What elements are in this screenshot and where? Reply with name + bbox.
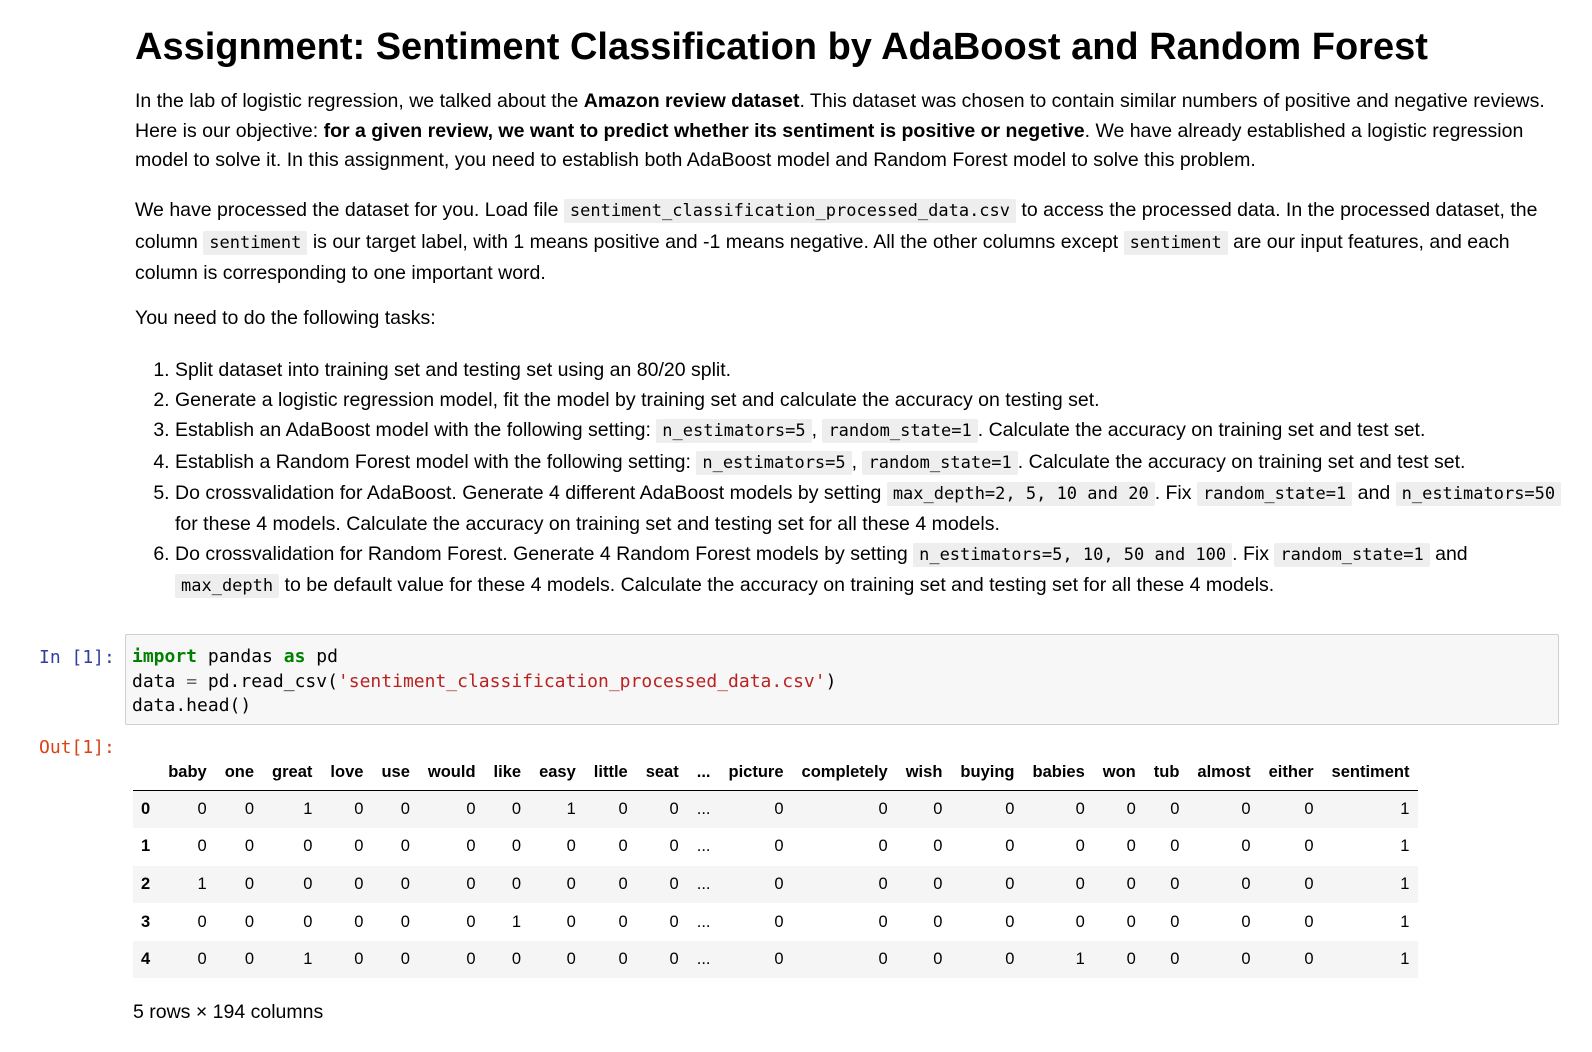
table-cell: 0 [244,874,255,893]
table-cell: 0 [303,837,313,856]
table-cell: 0 [566,837,576,856]
table-cell: 0 [1170,800,1180,819]
column-header: picture [728,763,784,781]
table-cell: ... [696,800,711,819]
table-cell: 1 [566,800,576,819]
table-cell: 0 [511,800,522,819]
bold-text: Amazon review dataset [583,90,800,112]
column-header: either [1268,763,1314,781]
inline-code: max_depth=2, 5, 10 and 20 [887,482,1155,506]
table-cell: 0 [400,874,410,893]
text: . We have already established a logistic regression model to solve it. In this assignment, you need to establish both AdaBoost model and Random Forest model to solve this problem. [135,119,1524,171]
row-index: 3 [141,912,151,931]
column-header: baby [168,763,207,781]
table-cell: 0 [1241,912,1251,931]
table-cell: 0 [1005,800,1015,819]
table-cell: 0 [354,912,364,931]
table-row [133,828,1418,866]
dataframe-shape: 5 rows × 194 columns [133,1001,324,1023]
table-cell: 0 [1304,874,1314,893]
table-cell: 0 [511,950,522,969]
table-cell: 0 [669,874,679,893]
column-header: great [272,763,313,781]
table-cell: 0 [466,837,476,856]
table-cell: 0 [933,912,943,931]
table-cell: 0 [618,950,628,969]
column-header: almost [1197,763,1251,781]
table-cell: 0 [1241,800,1251,819]
inline-code: n_estimators=50 [1396,482,1562,506]
table-cell: 0 [1005,874,1015,893]
table-cell: 0 [1126,837,1136,856]
table-cell: 1 [1400,912,1410,931]
text: Establish a Random Forest model with the following setting: [175,450,697,473]
table-cell: 0 [669,912,679,931]
table-row [133,903,1418,941]
text: , [851,450,863,473]
column-header: completely [801,763,888,781]
table-row [133,866,1418,904]
table-cell: 0 [1170,912,1180,931]
table-cell: 1 [303,800,313,819]
table-cell: 0 [933,837,943,856]
code-text: pd [305,646,338,667]
task-item [175,539,1565,601]
text: and [1352,481,1396,504]
table-cell: 0 [466,912,476,931]
text: , [811,419,823,442]
code-keyword: as [283,646,306,667]
table-cell: 0 [1005,912,1015,931]
text: is our target label, with 1 means positive and -1 means negative. All the other columns except [307,230,1124,253]
table-cell: 0 [197,800,207,819]
text: to access the processed data. In the processed dataset, the column [135,199,1538,253]
table-cell: 1 [197,874,207,893]
table-cell: 0 [197,837,207,856]
table-cell: ... [696,837,711,856]
table-cell: 0 [774,800,784,819]
column-header: one [224,763,255,781]
inline-code: sentiment_classification_processed_data.csv [564,199,1016,223]
dataframe-table [133,755,1418,978]
inline-code: n_estimators=5, 10, 50 and 100 [913,543,1232,567]
column-header: little [593,763,628,781]
table-cell: 0 [933,950,943,969]
inline-code: max_depth [175,574,279,598]
dataset-paragraph [135,195,1555,289]
table-cell: 0 [244,950,255,969]
code-operator: = [186,670,198,692]
inline-code: sentiment [203,231,307,255]
table-cell: 0 [400,950,410,969]
table-cell: 0 [1126,950,1136,969]
task-item: 2. Generate a logistic regression model, fit the model by training set and calculate the accuracy on testing set. [175,385,1565,415]
table-row [133,791,1418,829]
text: and [1429,543,1468,566]
column-header: easy [539,763,576,781]
table-cell: ... [696,874,711,893]
table-cell: 0 [303,874,313,893]
column-header: love [330,763,364,781]
column-header: sentiment [1331,763,1410,781]
table-cell: ... [696,912,711,931]
table-header-row [133,755,1418,791]
task-list [135,355,1565,602]
table-cell: 0 [1075,912,1085,931]
table-cell: 0 [1126,912,1136,931]
inline-code: n_estimators=5 [656,419,811,443]
task-item [175,415,1565,446]
table-cell: 0 [566,950,576,969]
table-cell: 0 [933,874,943,893]
row-index: 1 [141,837,151,856]
table-cell: ... [696,950,711,969]
table-cell: 1 [1075,950,1085,969]
column-header: tub [1153,763,1180,781]
column-header: babies [1032,763,1085,781]
table-cell: 1 [1400,950,1410,969]
table-cell: 0 [1126,800,1136,819]
table-cell: 0 [878,837,888,856]
table-cell: 0 [566,912,576,931]
table-cell: 0 [774,950,784,969]
table-body [133,791,1418,979]
table-cell: 0 [244,800,255,819]
inline-code: n_estimators=5 [696,451,851,475]
task-item: 1. Split dataset into training set and testing set using an 80/20 split. [175,355,1565,385]
table-cell: 0 [618,800,628,819]
table-cell: 0 [878,800,888,819]
task-item [175,447,1565,478]
text: . Fix [1154,481,1197,504]
table-cell: 0 [354,837,364,856]
table-cell: 0 [1075,800,1085,819]
column-header: use [381,763,410,781]
table-row [133,941,1418,979]
column-header: like [493,763,522,781]
inline-code: random_state=1 [822,419,977,443]
table-cell: 0 [774,837,784,856]
code-text: data [132,670,187,692]
table-cell: 0 [618,837,628,856]
table-cell: 0 [878,874,888,893]
inline-code: random_state=1 [1197,482,1352,506]
column-header: would [427,763,476,781]
table-cell: 0 [197,950,207,969]
code-text: ) [825,670,837,692]
table-cell: 0 [933,800,943,819]
table-cell: 0 [1170,950,1180,969]
table-cell: 0 [1075,837,1085,856]
table-cell: 0 [511,874,522,893]
code-text: data.head() [132,695,252,716]
table-cell: 0 [1075,874,1085,893]
text: are our input features, and each column is corresponding to one important word. [135,230,1510,284]
table-cell: 0 [354,800,364,819]
table-cell: 0 [400,800,410,819]
tasks-intro: You need to do the following tasks: [135,307,436,329]
table-cell: 0 [1241,837,1251,856]
row-index: 2 [141,874,151,893]
text: . This dataset was chosen to contain similar numbers of positive and negative reviews. Here is our objective: [135,90,1545,142]
table-cell: 1 [1400,837,1410,856]
column-header: seat [645,763,679,781]
column-header: buying [960,763,1015,781]
table-cell: 0 [466,874,476,893]
intro-paragraph [135,87,1555,176]
table-cell: 0 [1304,837,1314,856]
text: to be default value for these 4 models. Calculate the accuracy on training set and testing set for all these 4 models. [279,574,1275,597]
bold-text: for a given review, we want to predict whether its sentiment is positive or negetive [323,119,1085,142]
table-cell: 0 [1241,874,1251,893]
text: We have processed the dataset for you. Load file [135,199,564,221]
inline-code: sentiment [1124,231,1228,255]
table-cell: 0 [354,874,364,893]
inline-code: random_state=1 [862,451,1017,475]
table-cell: 0 [1304,950,1314,969]
inline-code: random_state=1 [1274,543,1429,567]
output-prompt: Out[1]: [39,737,115,758]
table-cell: 0 [774,874,784,893]
task-item [175,478,1565,539]
row-index: 4 [141,950,151,969]
table-cell: 0 [244,837,255,856]
input-prompt: In [1]: [39,647,115,668]
table-cell: 0 [878,950,888,969]
table-cell: 0 [1170,837,1180,856]
table-cell: 0 [303,912,313,931]
row-index: 0 [141,800,151,819]
table-cell: 0 [878,912,888,931]
code-string: 'sentiment_classification_processed_data.csv' [337,670,826,692]
table-cell: 0 [669,950,679,969]
code-keyword: import [132,646,198,667]
text: . Fix [1232,543,1275,566]
text: Do crossvalidation for Random Forest. Generate 4 Random Forest models by setting [175,543,914,566]
table-cell: 0 [618,874,628,893]
code-cell-editor[interactable] [125,634,1559,725]
table-cell: 1 [511,912,522,931]
table-cell: 0 [1005,950,1015,969]
column-header: ... [696,763,711,781]
table-cell: 0 [1304,800,1314,819]
table-cell: 0 [618,912,628,931]
column-header [133,755,159,791]
text: In the lab of logistic regression, we talked about the [135,90,584,112]
table-cell: 0 [669,800,679,819]
table-cell: 0 [1241,950,1251,969]
table-cell: 0 [466,950,476,969]
page-title: Assignment: Sentiment Classification by AdaBoost and Random Forest [135,26,1428,68]
table-cell: 0 [511,837,522,856]
code-text: pd.read_csv( [197,670,338,692]
table-cell: 0 [466,800,476,819]
code-text: pandas [197,646,284,667]
table-cell: 0 [1304,912,1314,931]
text: for these 4 models. Calculate the accuracy on training set and testing set for all these 4 models. [175,513,1000,536]
table-cell: 1 [303,950,313,969]
column-header: wish [905,763,943,781]
table-cell: 1 [1400,874,1410,893]
table-cell: 0 [566,874,576,893]
table-cell: 0 [400,912,410,931]
table-cell: 0 [1170,874,1180,893]
table-cell: 0 [354,950,364,969]
text: Establish an AdaBoost model with the following setting: [175,419,657,442]
table-cell: 0 [1005,837,1015,856]
table-cell: 0 [244,912,255,931]
table-cell: 0 [774,912,784,931]
text: Do crossvalidation for AdaBoost. Generate 4 different AdaBoost models by setting [175,481,887,504]
text: . Calculate the accuracy on training set and test set. [1017,450,1466,473]
table-cell: 0 [400,837,410,856]
table-cell: 1 [1400,800,1410,819]
table-cell: 0 [197,912,207,931]
table-cell: 0 [1126,874,1136,893]
column-header: won [1102,763,1136,781]
text: . Calculate the accuracy on training set and test set. [977,419,1426,442]
table-cell: 0 [669,837,679,856]
